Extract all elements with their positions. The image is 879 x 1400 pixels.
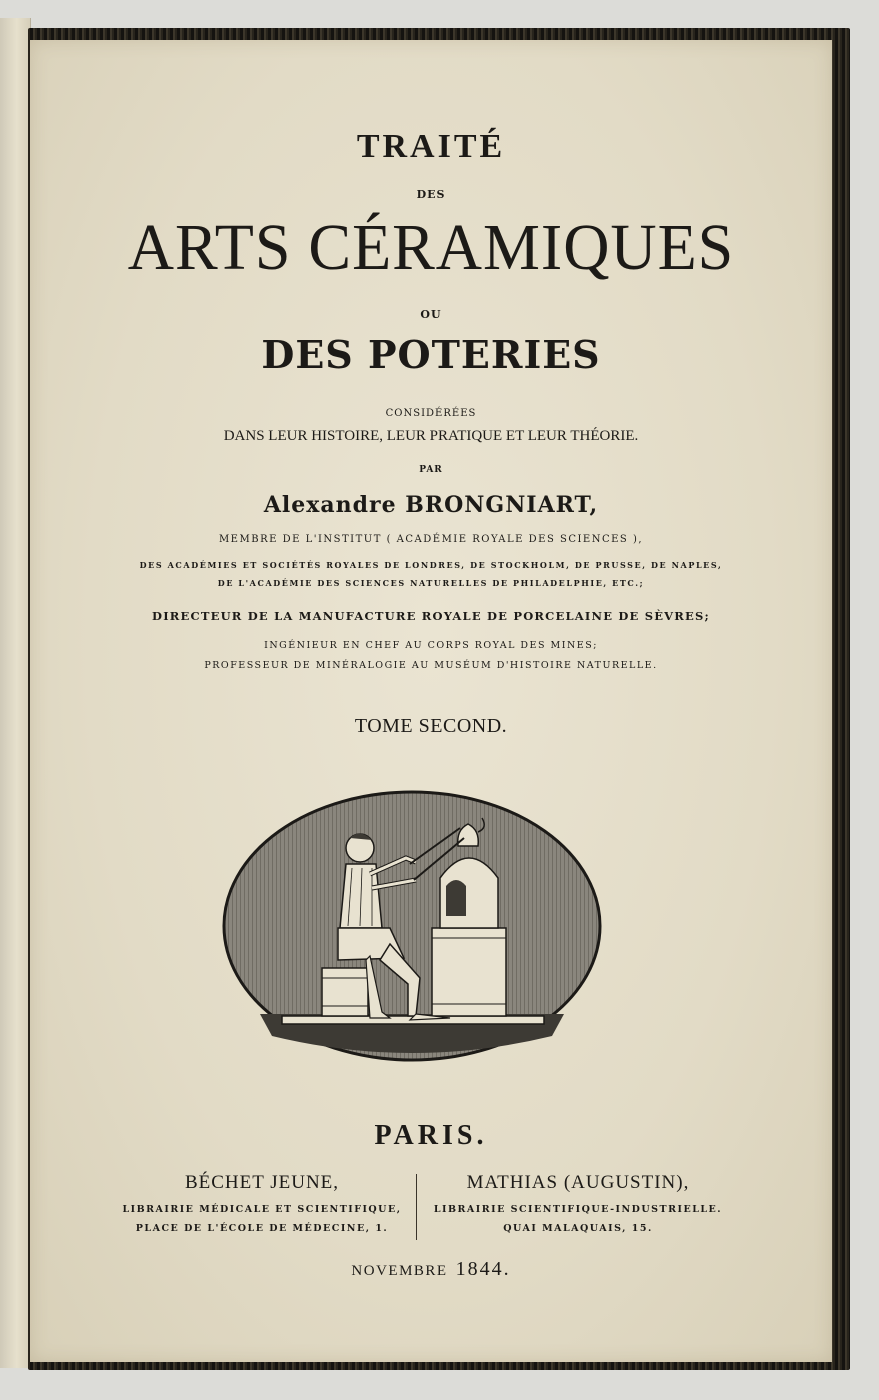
title-page [30,40,832,1362]
imprint-date [30,1258,832,1281]
author-professeur: PROFESSEUR DE MINÉRALOGIE AU MUSÉUM D'HISTOIRE NATURELLE. [204,660,658,671]
title-des-poteries: DES POTERIES [261,332,601,377]
author-membre: MEMBRE DE L'INSTITUT ( ACADÉMIE ROYALE DES SCIENCES ), [218,534,644,545]
author-academies-1: DES ACADÉMIES ET SOCIÉTÉS ROYALES DE LONDRES, DE STOCKHOLM, DE PRUSSE, DE NAPLES, [139,560,723,570]
publisher-right [428,1172,728,1242]
imprint-year: 1844. [455,1258,511,1280]
volume-label: TOME SECOND. [354,715,508,737]
publisher-left-line1: LIBRAIRIE MÉDICALE ET SCIENTIFIQUE, [122,1204,402,1215]
subtitle-considerees: CONSIDÉRÉES [385,408,477,419]
author-par: PAR [419,465,443,475]
publisher-left [112,1172,412,1242]
publisher-divider [416,1174,417,1240]
publisher-right-line1: LIBRAIRIE SCIENTIFIQUE-INDUSTRIELLE. [433,1204,723,1215]
author-name: Alexandre BRONGNIART, [263,492,599,518]
potter-at-kiln-icon [220,788,604,1064]
imprint-city: PARIS. [374,1120,488,1151]
title-traite: TRAITÉ [356,128,506,165]
publisher-right-line2: QUAI MALAQUAIS, 15. [503,1223,653,1234]
title-arts-ceramiques: ARTS CÉRAMIQUES [127,211,735,284]
book-spine-edge [0,18,31,1368]
subtitle-histoire: DANS LEUR HISTOIRE, LEUR PRATIQUE ET LEUR THÉORIE. [223,428,639,444]
title-ou: OU [420,308,442,321]
author-ingenieur: INGÉNIEUR EN CHEF AU CORPS ROYAL DES MINES; [264,640,598,651]
publisher-left-name: BÉCHET JEUNE, [184,1172,340,1193]
author-directeur: DIRECTEUR DE LA MANUFACTURE ROYALE DE PORCELAINE DE SÈVRES; [152,609,710,623]
imprint-month: NOVEMBRE [351,1263,448,1279]
author-academies-2: DE L'ACADÉMIE DES SCIENCES NATURELLES DE PHILADELPHIE, ETC.; [217,578,645,588]
publisher-left-line2: PLACE DE L'ÉCOLE DE MÉDECINE, 1. [135,1223,389,1234]
title-des: DES [416,188,446,201]
publisher-right-name: MATHIAS (AUGUSTIN), [466,1172,690,1193]
